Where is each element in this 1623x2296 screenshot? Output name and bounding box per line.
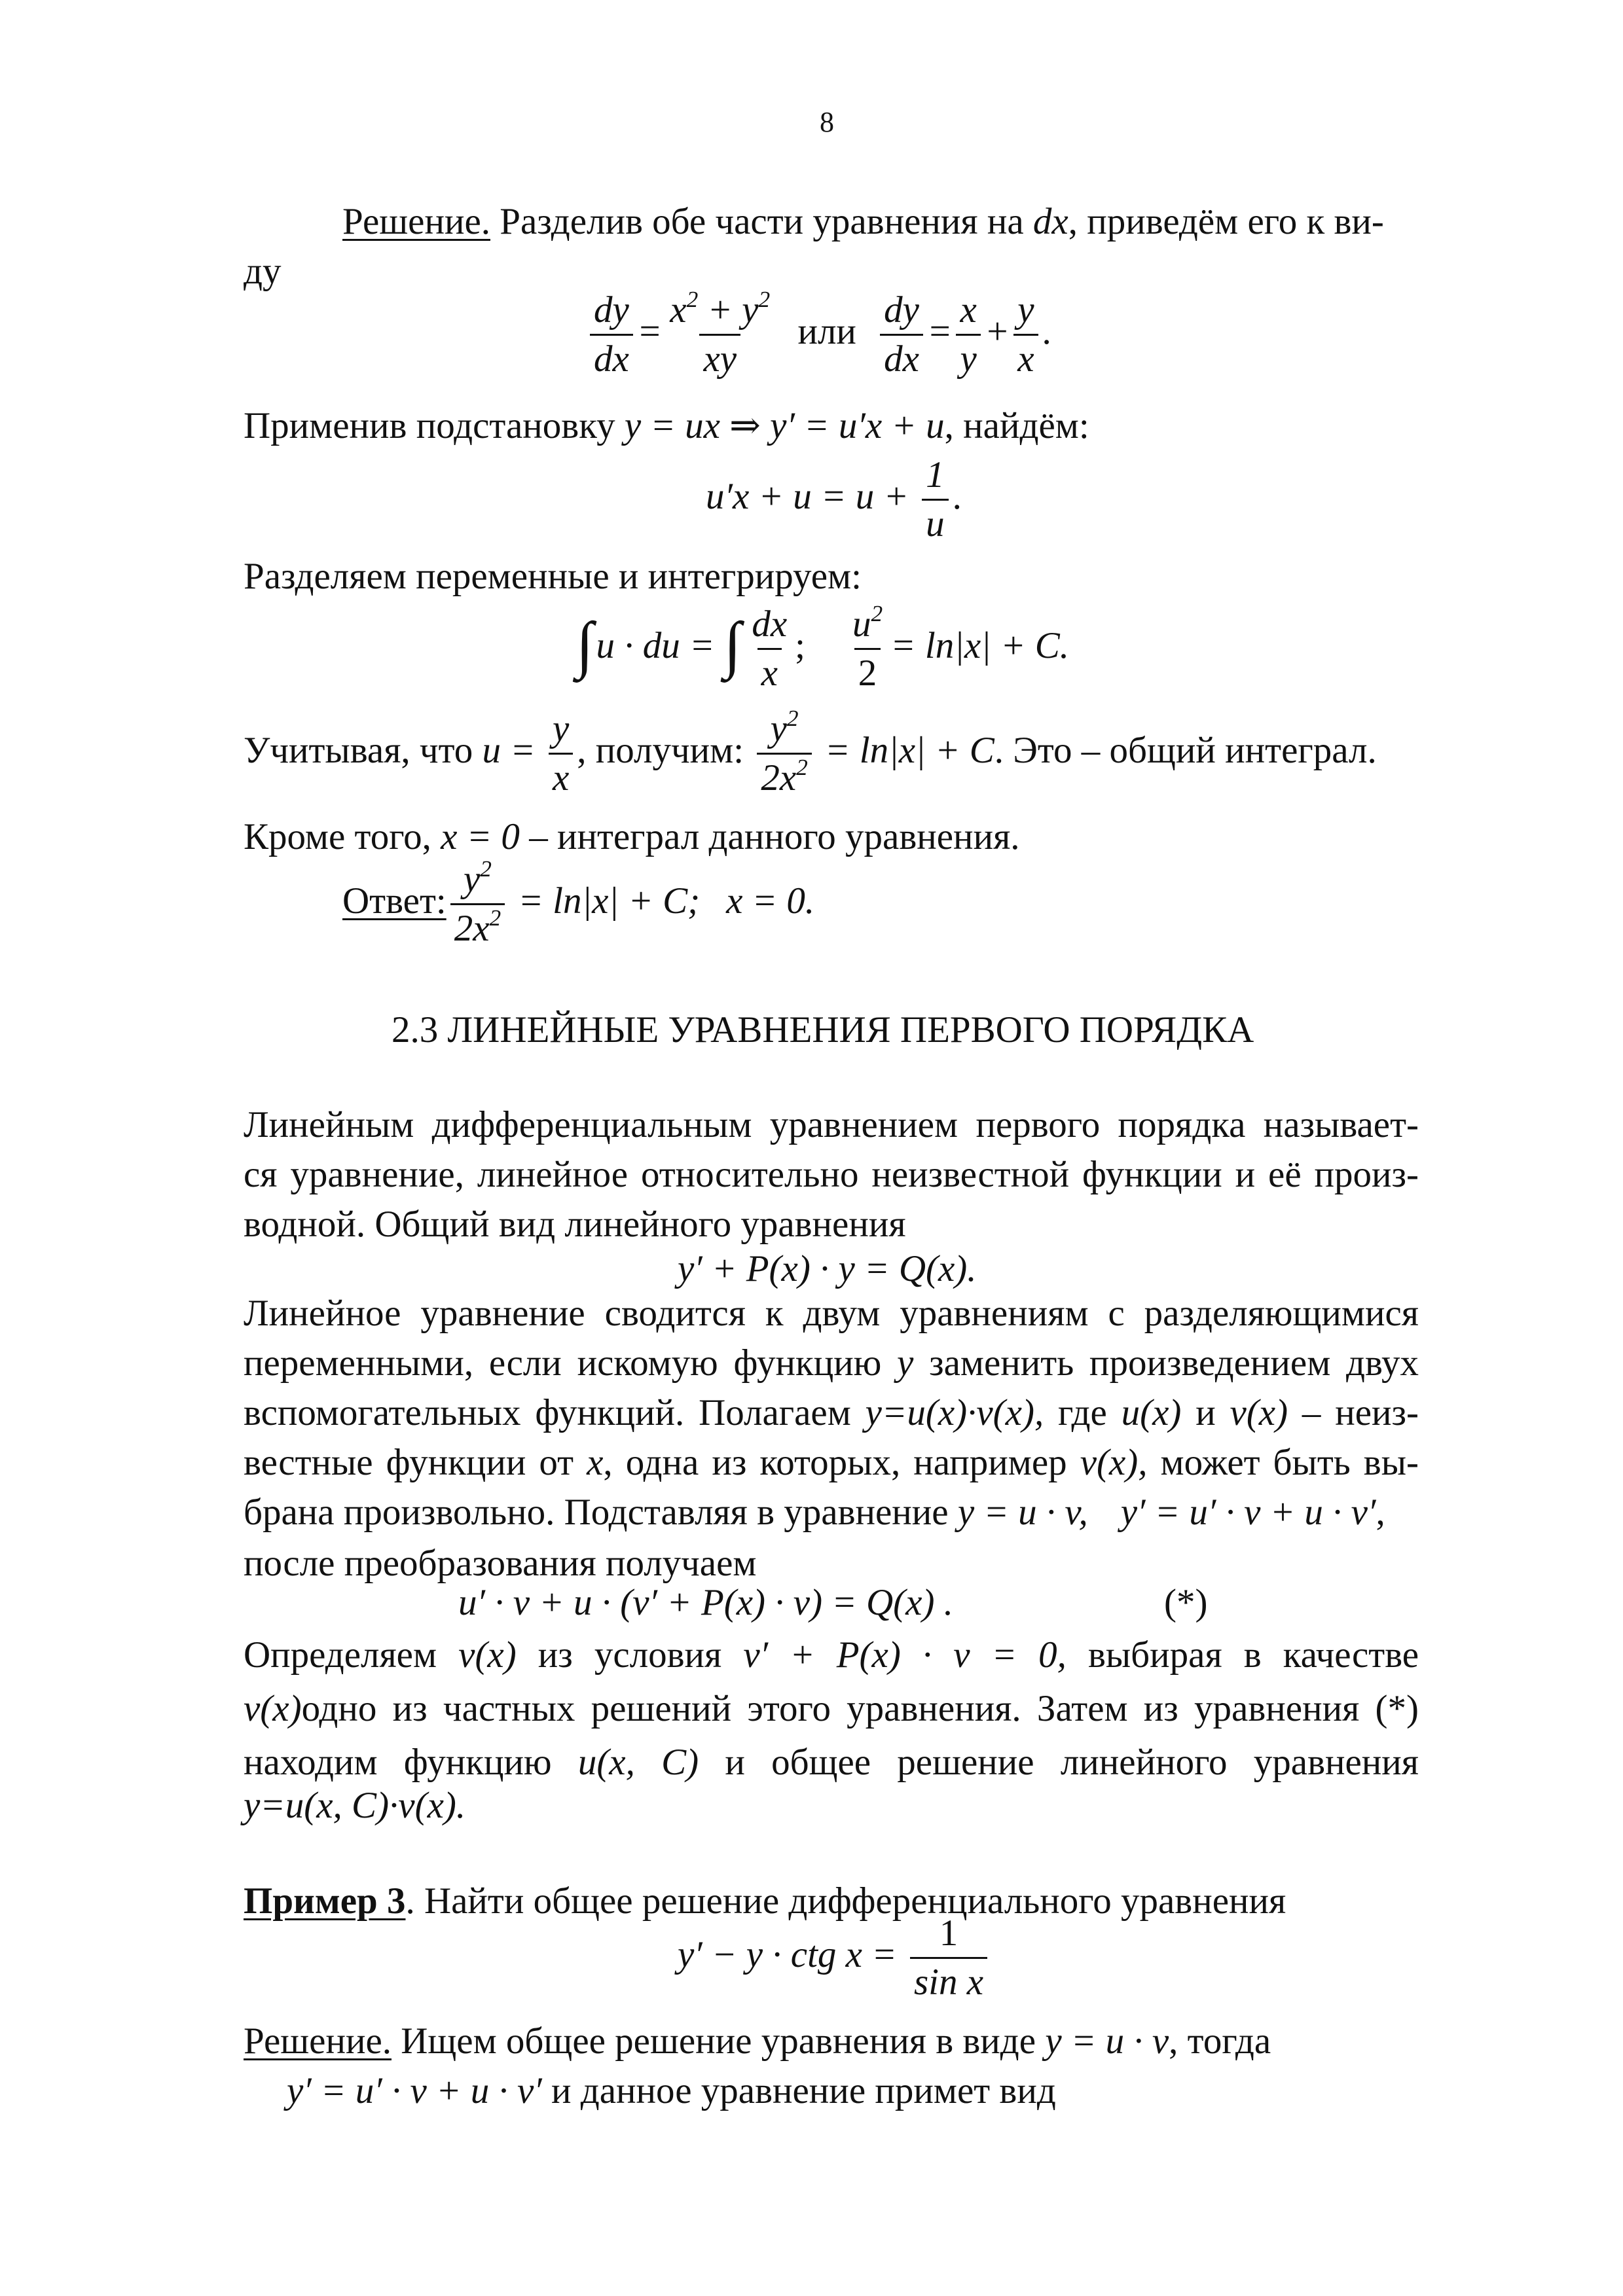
definition-line-1: Линейным дифференциальным уравнением первого порядка называет- xyxy=(244,1104,1419,1145)
method-line-4: вестные функции от x, одна из которых, например v(x), может быть вы- xyxy=(244,1442,1419,1483)
solution-continuation: ду xyxy=(244,251,282,292)
definition-line-2: ся уравнение, линейное относительно неизвестной функции и её произ- xyxy=(244,1154,1419,1195)
solution-paragraph: Решение. Разделив обе части уравнения на dx, приведём его к ви- xyxy=(342,201,1384,242)
substitution-line: Применив подстановку y = ux ⇒ y′ = u′x + u, найдём: xyxy=(244,405,1089,446)
general-linear-equation: y′ + P(x) · y = Q(x). xyxy=(678,1248,977,1289)
equation-2: u′x + u = u + $\frac{1}{u}$ . xyxy=(706,453,962,547)
determine-line-1: Определяем v(x) из условия v′ + P(x) · v = 0, выбирая в качестве xyxy=(244,1634,1419,1676)
method-line-3: вспомогательных функций. Полагаем y=u(x)·v(x), где u(x) и v(x) – неиз- xyxy=(244,1392,1419,1433)
determine-line-3: находим функцию u(x, C) и общее решение линейного уравнения xyxy=(244,1742,1419,1783)
example-label: Пример 3 xyxy=(244,1880,406,1922)
separate-line: Разделяем переменные и интегрируем: xyxy=(244,556,862,597)
page-number: 8 xyxy=(820,106,834,138)
example-line: Пример 3. Найти общее решение дифференциального уравнения xyxy=(244,1880,1286,1922)
considering-line: Учитывая, что u = $\frac{y}{x}$ , получим: $\frac{y^2}{2x^2}$ = ln|x| + C. Это – общий интеграл. xyxy=(244,707,1377,801)
solution2-line-1: Решение. Ищем общее решение уравнения в виде y = u · v, тогда xyxy=(244,2020,1271,2062)
besides-line: Кроме того, x = 0 – интеграл данного уравнения. xyxy=(244,816,1020,857)
solution-label: Решение. xyxy=(342,201,490,242)
answer-line: Ответ: $\frac{y^2}{2x^2}$ = ln|x| + C; x = 0. xyxy=(342,857,814,952)
equation-star-tag: (*) xyxy=(1164,1582,1208,1623)
solution2-line-2: y′ = u′ · v + u · v′ и данное уравнение примет вид xyxy=(287,2070,1056,2111)
equation-star: u′ · v + u · (v′ + P(x) · v) = Q(x) . xyxy=(458,1582,953,1623)
determine-line-4: y=u(x, C)·v(x). xyxy=(244,1785,466,1826)
equation-1: $\frac{dy}{dx}$ = $\frac{x^2 + y^2}{xy}$ или $\frac{dy}{dx}$ = $\frac{x}{y}$ + $\frac{y}{x}$ . xyxy=(586,288,1051,382)
determine-line-2: v(x)одно из частных решений этого уравнения. Затем из уравнения (*) xyxy=(244,1688,1419,1729)
section-title: 2.3 ЛИНЕЙНЫЕ УРАВНЕНИЯ ПЕРВОГО ПОРЯДКА xyxy=(392,1009,1254,1050)
method-line-1: Линейное уравнение сводится к двум уравнениям с разделяющимися xyxy=(244,1293,1419,1334)
equation-3: ∫u · du = ∫ $\frac{dx}{x}$ ; $\frac{u^2}{2}$ = ln|x| + C. xyxy=(576,602,1069,696)
method-line-5: брана произвольно. Подставляя в уравнение y = u · v, y′ = u′ · v + u · v′, xyxy=(244,1492,1385,1533)
definition-line-3: водной. Общий вид линейного уравнения xyxy=(244,1204,906,1245)
method-line-2: переменными, если искомую функцию y заменить произведением двух xyxy=(244,1342,1419,1384)
example-equation: y′ − y · ctg x = $\frac{1}{\text{sin x}}$ xyxy=(678,1911,991,2005)
method-line-6: после преобразования получаем xyxy=(244,1543,757,1584)
